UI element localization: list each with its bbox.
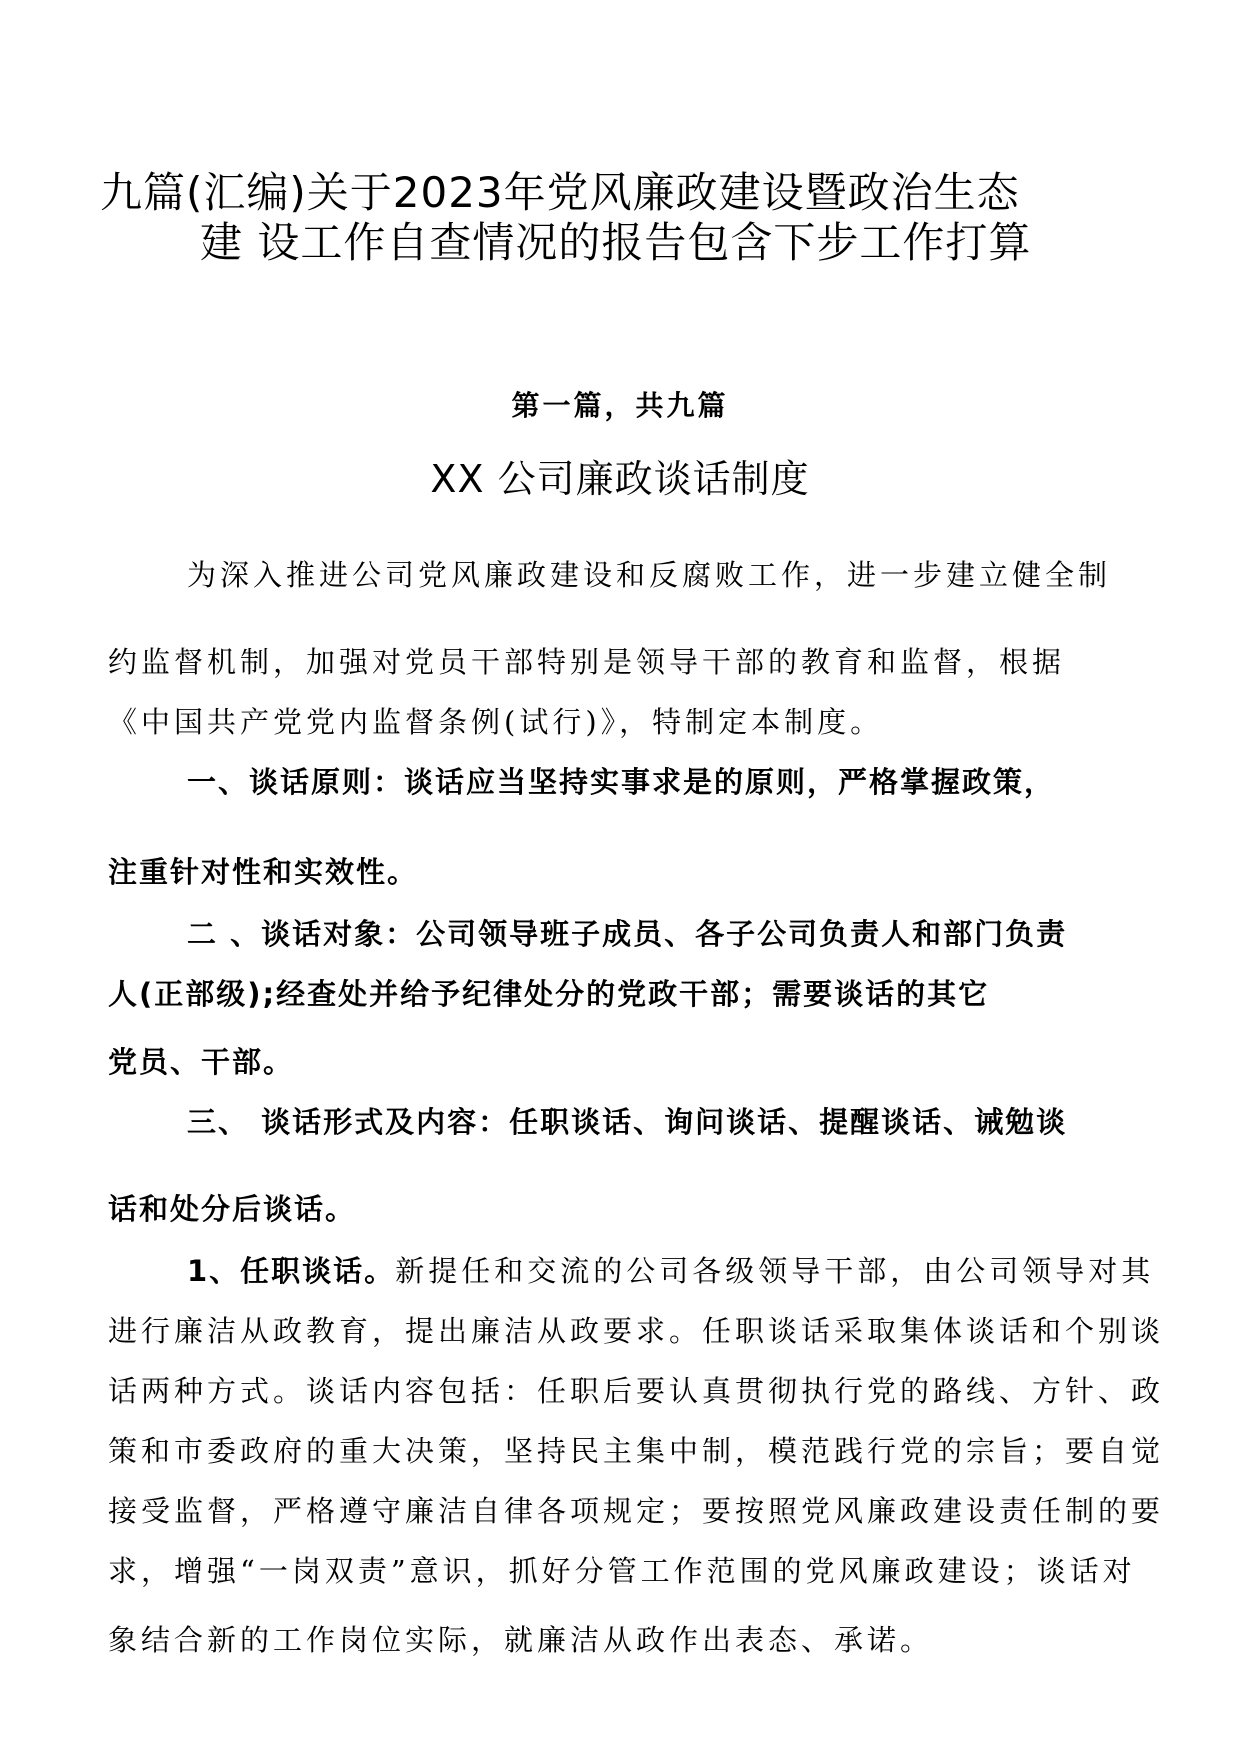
part-title: XX 公司廉政谈话制度: [430, 457, 810, 501]
item-1-line-5: 接受监督，严格遵守廉洁自律各项规定；要按照党风廉政建设责任制的要: [108, 1494, 1165, 1528]
section-3-line-1: 三、 谈话形式及内容：任职谈话、询问谈话、提醒谈话、诫勉谈: [187, 1105, 1068, 1139]
item-1-heading: 1、任职谈话。: [187, 1254, 396, 1288]
document-title-line-1: 九篇(汇编)关于2023年党风廉政建设暨政治生态: [100, 168, 1020, 217]
item-1-line-3: 话两种方式。谈话内容包括：任职后要认真贯彻执行党的路线、方针、政: [108, 1374, 1165, 1408]
item-1-line-1: [187, 1249, 1154, 1290]
section-2-line-1: 二 、谈话对象：公司领导班子成员、各子公司负责人和部门负责: [187, 917, 1068, 951]
paragraph-intro-line-1: 为深入推进公司党风廉政建设和反腐败工作，进一步建立健全制: [187, 558, 1112, 592]
item-1-line-2: 进行廉洁从政教育，提出廉洁从政要求。任职谈话采取集体谈话和个别谈: [108, 1314, 1165, 1348]
section-1-line-1: 一、谈话原则：谈话应当坚持实事求是的原则，严格掌握政策，: [187, 765, 1056, 799]
paragraph-intro-line-3: 《中国共产党党内监督条例(试行)》，特制定本制度。: [108, 705, 884, 739]
part-label: 第一篇，共九篇: [511, 389, 729, 422]
section-3-line-2: 话和处分后谈话。: [108, 1192, 357, 1226]
item-1-line-7: 象结合新的工作岗位实际，就廉洁从政作出表态、承诺。: [108, 1623, 934, 1657]
section-2-line-2: 人(正部级);经查处并给予纪律处分的党政干部；需要谈话的其它: [108, 977, 990, 1011]
section-1-line-2: 注重针对性和实效性。: [108, 855, 419, 889]
paragraph-intro-line-2: 约监督机制，加强对党员干部特别是领导干部的教育和监督，根据: [108, 645, 1066, 679]
item-1-text: 新提任和交流的公司各级领导干部，由公司领导对其: [395, 1254, 1155, 1288]
document-title-line-2: 建 设工作自查情况的报告包含下步工作打算: [200, 218, 1032, 267]
item-1-line-6: 求，增强“一岗双责”意识，抓好分管工作范围的党风廉政建设；谈话对: [108, 1554, 1136, 1588]
section-2-line-3: 党员、干部。: [108, 1045, 295, 1079]
item-1-line-4: 策和市委政府的重大决策，坚持民主集中制，模范践行党的宗旨；要自觉: [108, 1434, 1165, 1468]
